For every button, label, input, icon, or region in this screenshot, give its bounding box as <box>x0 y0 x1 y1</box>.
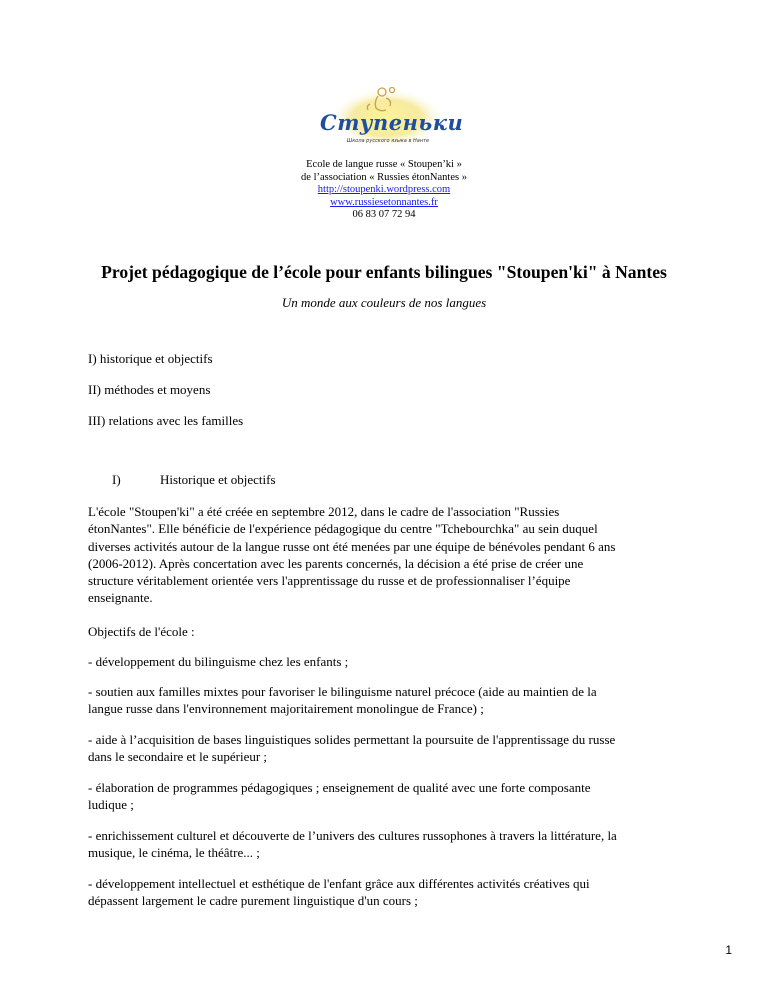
objective-line: - développement du bilinguisme chez les enfants ; <box>88 654 349 669</box>
objective-line: ludique ; <box>88 797 134 813</box>
objective-line: - aide à l’acquisition de bases linguistiques solides permettant la poursuite de l'apprentissage du russe <box>88 732 616 747</box>
blog-link[interactable]: http://stoupenki.wordpress.com <box>317 184 451 195</box>
objective-line: - enrichissement culturel et découverte de l’univers des cultures russophones à travers la littérature, la <box>88 828 617 843</box>
toc-item: II) méthodes et moyens <box>88 382 211 397</box>
toc-item: III) relations avec les familles <box>88 413 244 428</box>
section-heading: Historique et objectifs <box>160 472 276 487</box>
intro-paragraph <box>88 503 688 607</box>
paragraph-line: diverses activités autour de la langue russe ont été menées par une équipe de bénévoles pendant 6 ans <box>88 538 616 554</box>
objective-line: langue russe dans l'environnement majoritairement monolingue de France) ; <box>88 701 484 717</box>
document-title: Projet pédagogique de l’école pour enfants bilingues "Stoupen'ki" à Nantes <box>101 262 667 282</box>
objective-item <box>88 731 688 766</box>
objective-item <box>88 779 688 814</box>
objective-item <box>88 875 688 910</box>
objective-item <box>88 683 688 718</box>
objective-line: - élaboration de programmes pédagogiques ; enseignement de qualité avec une forte composante <box>88 780 591 795</box>
section-number: I) <box>112 472 121 487</box>
association-name: de l’association « Russies étonNantes » <box>301 171 467 183</box>
school-name: Ecole de langue russe « Stoupen’ki » <box>306 159 462 170</box>
paragraph-line: enseignante. <box>88 590 153 606</box>
objective-line: dépassent largement le cadre purement linguistique d'un cours ; <box>88 893 418 909</box>
paragraph-line: L'école "Stoupen'ki" a été créée en septembre 2012, dans le cadre de l'association "Russies <box>88 504 560 519</box>
logo-wordmark: Ступеньки <box>320 110 464 135</box>
objective-line: dans le secondaire et le supérieur ; <box>88 749 268 765</box>
phone-number: 06 83 07 72 94 <box>352 209 416 220</box>
objective-line: - développement intellectuel et esthétique de l'enfant grâce aux différentes activités créatives qui <box>88 876 590 891</box>
page-number: 1 <box>725 943 732 957</box>
contact-block <box>234 159 534 222</box>
objective-item <box>88 827 688 862</box>
paragraph-line: étonNantes". Elle bénéficie de l'expérience pédagogique du centre "Tchebourchka" au sein duquel <box>88 521 598 537</box>
objective-line: - soutien aux familles mixtes pour favoriser le bilinguisme naturel précoce (aide au maintien de la <box>88 684 597 699</box>
school-logo <box>320 82 464 152</box>
paragraph-line: (2006-2012). Après concertation avec les parents concernés, la décision a été prise de créer une <box>88 555 584 571</box>
paragraph-line: structure véritablement orientée vers l'apprentissage du russe et de professionnaliser l’équipe <box>88 573 571 589</box>
objective-item <box>88 653 688 670</box>
objectives-label: Objectifs de l'école : <box>88 624 195 639</box>
toc-item: I) historique et objectifs <box>88 351 213 366</box>
objective-line: musique, le cinéma, le théâtre... ; <box>88 845 260 861</box>
website-link[interactable]: www.russiesetonnantes.fr <box>330 196 438 208</box>
logo-tagline: Школа русского языка в Нанте <box>346 138 430 144</box>
document-subtitle: Un monde aux couleurs de nos langues <box>281 295 487 310</box>
